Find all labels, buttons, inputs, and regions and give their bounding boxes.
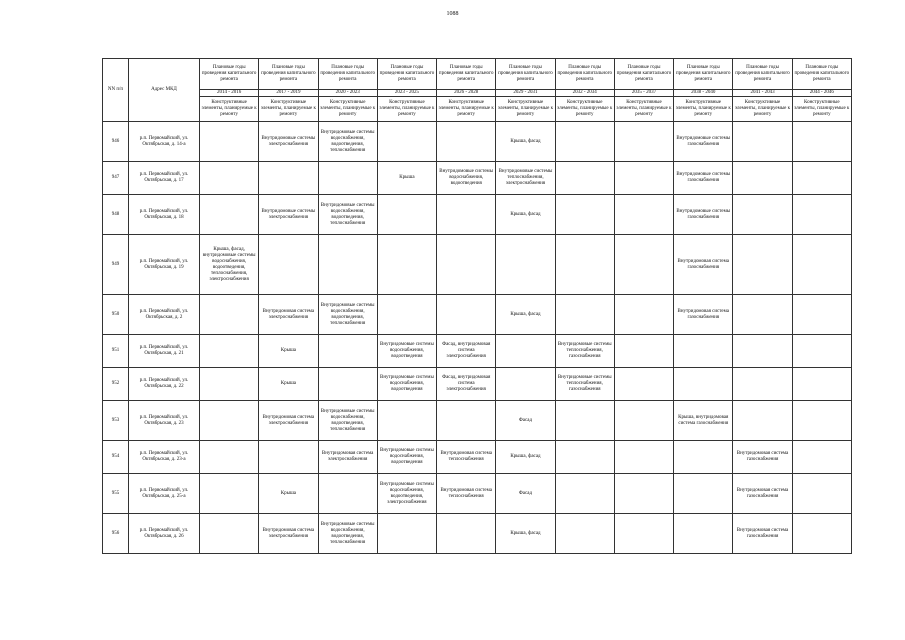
row-period-cell	[674, 441, 733, 474]
row-period-cell	[437, 235, 496, 295]
row-number: 954	[103, 441, 129, 474]
row-period-cell: Внутридомовые системы водоснабжения, водоотведения, теплоснабжения	[318, 195, 377, 235]
table-row	[103, 235, 852, 295]
row-period-cell: Крыша, внутридомовая система газоснабжения	[674, 401, 733, 441]
row-period-cell: Внутридомовые системы водоснабжения, водоотведения, теплоснабжения	[318, 401, 377, 441]
header-period-years: 2041 - 2043	[733, 90, 792, 97]
row-period-cell: Внутридомовые системы водоснабжения, водоотведения	[437, 162, 496, 195]
table-row	[103, 368, 852, 401]
row-period-cell	[614, 514, 673, 554]
row-number: 952	[103, 368, 129, 401]
header-period-title: Плановые годы проведения капитального ремонта	[555, 59, 614, 90]
header-period-title: Плановые годы проведения капитального ремонта	[614, 59, 673, 90]
row-period-cell	[733, 295, 792, 335]
row-period-cell: Внутридомовые системы водоснабжения, водоотведения	[377, 368, 436, 401]
row-period-cell	[614, 235, 673, 295]
row-period-cell	[259, 162, 318, 195]
row-period-cell: Внутридомовые системы водоснабжения, водоотведения, электроснабжения	[377, 474, 436, 514]
header-period-years: 2023 - 2025	[377, 90, 436, 97]
row-period-cell: Фасад	[496, 401, 555, 441]
header-period-years: 2044 - 2046	[792, 90, 851, 97]
header-period-title: Плановые годы проведения капитального ремонта	[792, 59, 851, 90]
header-period-title: Плановые годы проведения капитального ремонта	[377, 59, 436, 90]
row-period-cell: Внутридомовая система теплоснабжения	[437, 441, 496, 474]
row-period-cell: Внутридомовые системы водоснабжения, водоотведения, теплоснабжения	[318, 122, 377, 162]
row-period-cell: Внутридомовая система газоснабжения	[733, 474, 792, 514]
row-period-cell	[614, 162, 673, 195]
row-period-cell: Крыша, фасад	[496, 441, 555, 474]
row-period-cell: Фасад, внутридомовая система электроснабжения	[437, 335, 496, 368]
row-address: р.п. Первомайский, ул. Октябрьская, д. 23-а	[129, 441, 200, 474]
row-period-cell: Внутридомовая система газоснабжения	[733, 441, 792, 474]
table-row	[103, 514, 852, 554]
row-period-cell: Крыша, фасад	[496, 514, 555, 554]
row-period-cell	[377, 295, 436, 335]
row-period-cell: Крыша	[377, 162, 436, 195]
row-address: р.п. Первомайский, ул. Октябрьская, д. 21	[129, 335, 200, 368]
row-period-cell	[733, 335, 792, 368]
header-period-title: Плановые годы проведения капитального ремонта	[437, 59, 496, 90]
header-period-years: 2020 - 2023	[318, 90, 377, 97]
row-period-cell: Крыша, фасад	[496, 195, 555, 235]
header-period-subtitle: Конструктивные элементы, планируемые к ремонту	[555, 97, 614, 122]
row-period-cell	[792, 162, 851, 195]
row-period-cell	[437, 295, 496, 335]
row-period-cell	[555, 474, 614, 514]
row-period-cell	[200, 514, 259, 554]
header-period-subtitle: Конструктивные элементы, планируемые к ремонту	[318, 97, 377, 122]
row-period-cell	[674, 368, 733, 401]
table-row	[103, 162, 852, 195]
header-row	[103, 59, 852, 90]
row-period-cell	[733, 122, 792, 162]
row-period-cell: Крыша, фасад	[496, 122, 555, 162]
header-years-row	[103, 90, 852, 97]
row-period-cell: Внутридомовая система теплоснабжения	[437, 474, 496, 514]
row-period-cell	[555, 195, 614, 235]
row-period-cell: Внутридомовые системы газоснабжения	[674, 195, 733, 235]
row-period-cell	[200, 441, 259, 474]
repair-plan-table	[102, 58, 852, 554]
row-address: р.п. Первомайский, ул. Октябрьская, д. 14-а	[129, 122, 200, 162]
row-period-cell	[200, 122, 259, 162]
row-period-cell: Внутридомовая система электроснабжения	[259, 401, 318, 441]
row-address: р.п. Первомайский, ул. Октябрьская, д. 25-а	[129, 474, 200, 514]
row-period-cell	[555, 401, 614, 441]
row-number: 956	[103, 514, 129, 554]
header-period-years: 2038 - 2040	[674, 90, 733, 97]
header-period-title: Плановые годы проведения капитального ремонта	[674, 59, 733, 90]
row-period-cell: Фасад	[496, 474, 555, 514]
header-period-years: 2017 - 2019	[259, 90, 318, 97]
row-period-cell	[377, 401, 436, 441]
row-address: р.п. Первомайский, ул. Октябрьская, д. 2	[129, 295, 200, 335]
row-period-cell	[792, 368, 851, 401]
header-period-title: Плановые годы проведения капитального ремонта	[318, 59, 377, 90]
row-period-cell	[733, 162, 792, 195]
row-period-cell: Внутридомовые системы водоснабжения, водоотведения	[377, 441, 436, 474]
row-period-cell: Крыша, фасад, внутридомовые системы водоснабжения, водоотведения, теплоснабжения, электроснабжения	[200, 235, 259, 295]
row-period-cell: Внутридомовые системы электроснабжения	[259, 122, 318, 162]
row-period-cell	[437, 122, 496, 162]
table-row	[103, 474, 852, 514]
row-period-cell	[614, 474, 673, 514]
row-period-cell	[200, 195, 259, 235]
row-period-cell	[496, 335, 555, 368]
row-period-cell	[200, 162, 259, 195]
row-number: 947	[103, 162, 129, 195]
row-number: 946	[103, 122, 129, 162]
header-period-title: Плановые годы проведения капитального ремонта	[733, 59, 792, 90]
table-row	[103, 195, 852, 235]
row-period-cell	[792, 514, 851, 554]
row-period-cell: Внутридомовые системы газоснабжения	[674, 122, 733, 162]
header-period-subtitle: Конструктивные элементы, планируемые к ремонту	[733, 97, 792, 122]
row-address: р.п. Первомайский, ул. Октябрьская, д. 17	[129, 162, 200, 195]
row-period-cell: Внутридомовая система электроснабжения	[259, 295, 318, 335]
row-period-cell	[674, 335, 733, 368]
header-period-subtitle: Конструктивные элементы, планируемые к ремонту	[674, 97, 733, 122]
header-period-title: Плановые годы проведения капитального ремонта	[200, 59, 259, 90]
header-period-subtitle: Конструктивные элементы, планируемые к ремонту	[614, 97, 673, 122]
row-period-cell: Внутридомовые системы водоснабжения, водоотведения, теплоснабжения	[318, 295, 377, 335]
header-period-subtitle: Конструктивные элементы, планируемые к ремонту	[437, 97, 496, 122]
header-period-subtitle: Конструктивные элементы, планируемые к ремонту	[496, 97, 555, 122]
header-period-title: Плановые годы проведения капитального ремонта	[259, 59, 318, 90]
row-period-cell	[377, 195, 436, 235]
row-period-cell: Внутридомовая система газоснабжения	[733, 514, 792, 554]
header-period-years: 2035 - 2037	[614, 90, 673, 97]
row-period-cell	[318, 235, 377, 295]
row-period-cell	[674, 474, 733, 514]
row-period-cell: Внутридомовая система электроснабжения	[318, 441, 377, 474]
row-period-cell: Крыша, фасад	[496, 295, 555, 335]
row-period-cell	[555, 441, 614, 474]
row-period-cell	[200, 335, 259, 368]
header-period-years: 2014 - 2016	[200, 90, 259, 97]
row-period-cell	[733, 235, 792, 295]
row-period-cell	[377, 514, 436, 554]
header-sub-row	[103, 97, 852, 122]
row-period-cell: Крыша	[259, 474, 318, 514]
row-period-cell	[674, 514, 733, 554]
header-period-subtitle: Конструктивные элементы, планируемые к ремонту	[792, 97, 851, 122]
row-period-cell	[733, 368, 792, 401]
row-period-cell	[792, 235, 851, 295]
row-period-cell	[555, 122, 614, 162]
row-period-cell	[200, 474, 259, 514]
row-period-cell	[555, 514, 614, 554]
row-period-cell	[792, 401, 851, 441]
table-row	[103, 401, 852, 441]
row-period-cell: Внутридомовая система газоснабжения	[674, 235, 733, 295]
row-address: р.п. Первомайский, ул. Октябрьская, д. 22	[129, 368, 200, 401]
row-period-cell	[377, 122, 436, 162]
row-period-cell: Крыша	[259, 368, 318, 401]
row-number: 948	[103, 195, 129, 235]
row-period-cell	[614, 441, 673, 474]
header-num: NN п/п	[103, 59, 129, 122]
row-address: р.п. Первомайский, ул. Октябрьская, д. 19	[129, 235, 200, 295]
row-period-cell	[614, 368, 673, 401]
row-period-cell	[200, 401, 259, 441]
row-period-cell: Внутридомовые системы теплоснабжения, электроснабжения	[496, 162, 555, 195]
row-number: 950	[103, 295, 129, 335]
row-period-cell	[437, 514, 496, 554]
header-period-years: 2029 - 2031	[496, 90, 555, 97]
row-period-cell	[555, 162, 614, 195]
row-address: р.п. Первомайский, ул. Октябрьская, д. 26	[129, 514, 200, 554]
header-period-years: 2032 - 2034	[555, 90, 614, 97]
header-period-subtitle: Конструктивные элементы, планируемые к ремонту	[259, 97, 318, 122]
row-period-cell	[792, 122, 851, 162]
row-period-cell	[437, 195, 496, 235]
row-period-cell: Внутридомовые системы электроснабжения	[259, 195, 318, 235]
row-period-cell: Крыша	[259, 335, 318, 368]
row-period-cell	[733, 401, 792, 441]
row-period-cell	[555, 235, 614, 295]
row-period-cell	[614, 401, 673, 441]
row-period-cell	[437, 401, 496, 441]
row-number: 949	[103, 235, 129, 295]
row-period-cell	[496, 368, 555, 401]
row-period-cell	[614, 295, 673, 335]
row-period-cell: Внутридомовая система электроснабжения	[259, 514, 318, 554]
row-period-cell: Внутридомовые системы водоснабжения, водоотведения	[377, 335, 436, 368]
row-period-cell	[614, 195, 673, 235]
row-period-cell	[259, 235, 318, 295]
table-row	[103, 441, 852, 474]
table-row	[103, 122, 852, 162]
row-period-cell	[259, 441, 318, 474]
row-period-cell	[200, 368, 259, 401]
table-row	[103, 335, 852, 368]
row-period-cell	[318, 162, 377, 195]
row-period-cell: Внутридомовые системы теплоснабжения, газоснабжения	[555, 335, 614, 368]
header-period-subtitle: Конструктивные элементы, планируемые к ремонту	[200, 97, 259, 122]
row-period-cell	[614, 335, 673, 368]
header-period-years: 2026 - 2028	[437, 90, 496, 97]
row-period-cell	[792, 295, 851, 335]
row-period-cell	[792, 195, 851, 235]
table-row	[103, 295, 852, 335]
row-period-cell: Фасад, внутридомовая система электроснабжения	[437, 368, 496, 401]
row-number: 955	[103, 474, 129, 514]
row-period-cell	[614, 122, 673, 162]
row-period-cell	[792, 441, 851, 474]
row-address: р.п. Первомайский, ул. Октябрьская, д. 18	[129, 195, 200, 235]
row-period-cell: Внутридомовые системы газоснабжения	[674, 162, 733, 195]
row-period-cell: Внутридомовые системы теплоснабжения, газоснабжения	[555, 368, 614, 401]
row-period-cell: Внутридомовые системы водоснабжения, водоотведения, теплоснабжения	[318, 514, 377, 554]
row-number: 951	[103, 335, 129, 368]
row-period-cell	[377, 235, 436, 295]
row-period-cell	[733, 195, 792, 235]
header-period-title: Плановые годы проведения капитального ремонта	[496, 59, 555, 90]
row-number: 953	[103, 401, 129, 441]
page-number: 1088	[446, 11, 459, 17]
header-period-subtitle: Конструктивные элементы, планируемые к ремонту	[377, 97, 436, 122]
row-period-cell	[555, 295, 614, 335]
row-address: р.п. Первомайский, ул. Октябрьская, д. 23	[129, 401, 200, 441]
row-period-cell	[792, 474, 851, 514]
row-period-cell	[200, 295, 259, 335]
row-period-cell	[792, 335, 851, 368]
row-period-cell	[318, 368, 377, 401]
table-body	[103, 122, 852, 554]
header-address: Адрес МКД	[129, 59, 200, 122]
row-period-cell: Внутридомовая система газоснабжения	[674, 295, 733, 335]
row-period-cell	[318, 474, 377, 514]
row-period-cell	[318, 335, 377, 368]
row-period-cell	[496, 235, 555, 295]
